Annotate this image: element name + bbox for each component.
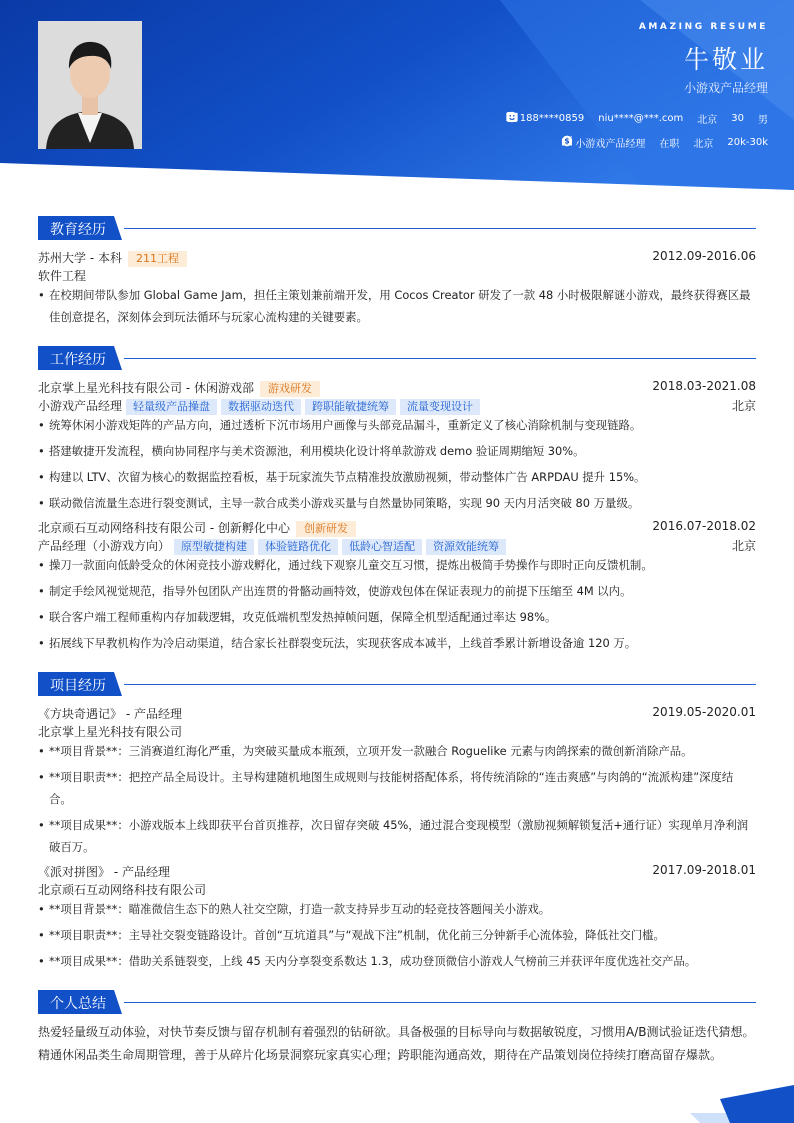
- project-date: 2017.09-2018.01: [652, 863, 756, 877]
- age-value: 30: [731, 113, 744, 124]
- phone-value: 188****0859: [519, 113, 585, 124]
- header-tagline: AMAZING RESUME: [638, 22, 768, 32]
- project-name: 《方块奇遇记》 - 产品经理: [38, 707, 182, 721]
- section-projects-header: [38, 672, 756, 696]
- section-divider: [124, 358, 756, 359]
- email-value: niu****@***.com: [598, 113, 684, 124]
- section-work-header: [38, 346, 756, 370]
- list-item: • 在校期间带队参加 Global Game Jam，担任主策划兼前端开发，用 Cocos Creator 研发了一款 48 小时极限解谜小游戏，最终获得赛区最佳创意提名，深刻体会到玩法循环与玩家心流构建的关键要素。: [38, 288, 751, 324]
- work-tag: 轻量级产品操盘: [126, 399, 217, 415]
- work-company-row: [38, 379, 756, 397]
- work-city: 北京: [731, 399, 756, 413]
- list-item: • **项目背景**：瞄准微信生态下的熟人社交空隙，打造一款支持异步互动的轻竞技答题闯关小游戏。: [38, 902, 551, 916]
- work-role: 小游戏产品经理: [38, 399, 123, 413]
- education-date: 2012.09-2016.06: [652, 249, 756, 263]
- work-tag: 跨职能敏捷统筹: [305, 399, 396, 415]
- email-item: [598, 113, 683, 124]
- svg-text:$: $: [564, 136, 570, 146]
- work-city: 北京: [731, 539, 756, 553]
- section-education-title: 教育经历: [50, 222, 106, 238]
- work-role-row: [38, 537, 756, 555]
- work-tag: 数据驱动迭代: [221, 399, 301, 415]
- gender-value: 男: [758, 115, 768, 126]
- work-company: 北京掌上星光科技有限公司 - 休闲游戏部: [38, 381, 254, 395]
- avatar: [38, 21, 142, 149]
- education-school-row: [38, 249, 756, 267]
- work-date: 2016.07-2018.02: [652, 519, 756, 533]
- work-tag: 资源效能统筹: [426, 539, 506, 555]
- smile-icon: [506, 111, 518, 123]
- age-item: [731, 113, 744, 124]
- work-tag: 低龄心智适配: [342, 539, 422, 555]
- list-item: • 搭建敏捷开发流程，横向协同程序与美术资源池，利用模块化设计将单款游戏 demo 验证周期缩短 30%。: [38, 444, 585, 458]
- target-city-item: [693, 135, 713, 150]
- project-date: 2019.05-2020.01: [652, 705, 756, 719]
- target-job-item: [575, 135, 645, 150]
- section-projects-title: 项目经历: [50, 678, 106, 694]
- education-badge: 211工程: [128, 251, 187, 267]
- list-item: • **项目职责**：把控产品全局设计。主导构建随机地图生成规则与技能树搭配体系，将传统消除的“连击爽感”与肉鸽的“流派构建”深度结合。: [38, 770, 734, 806]
- status-item: [659, 135, 679, 150]
- work-role-row: [38, 397, 756, 415]
- work-company: 北京顽石互动网络科技有限公司 - 创新孵化中心: [38, 521, 290, 535]
- work-badge: 游戏研发: [260, 381, 320, 397]
- work-badge: 创新研发: [296, 521, 356, 537]
- list-item: • **项目背景**：三消赛道红海化严重，为突破买量成本瓶颈，立项开发一款融合 Roguelike 元素与肉鸽探索的微创新消除产品。: [38, 744, 693, 758]
- work-date: 2018.03-2021.08: [652, 379, 756, 393]
- section-summary-header: [38, 990, 756, 1014]
- project-company: 北京顽石互动网络科技有限公司: [38, 883, 207, 897]
- project-name: 《派对拼图》 - 产品经理: [38, 865, 170, 879]
- target-city-value: 北京: [693, 139, 714, 150]
- section-divider: [124, 684, 756, 685]
- candidate-name: 牛敬业: [683, 45, 768, 74]
- target-job-value: 小游戏产品经理: [575, 139, 646, 150]
- work-tag: 原型敏捷构建: [174, 539, 254, 555]
- salary-value: 20k-30k: [727, 137, 768, 148]
- gender-item: [758, 111, 768, 126]
- location-item: [697, 111, 717, 126]
- list-item: • 统筹休闲小游戏矩阵的产品方向，通过透析下沉市场用户画像与头部竞品漏斗，重新定义了核心消除机制与变现链路。: [38, 418, 642, 432]
- work-tag: 体验链路优化: [258, 539, 338, 555]
- list-item: • 构建以 LTV、次留为核心的数据监控看板，基于玩家流失节点精准投放激励视频，带动整体广告 ARPDAU 提升 15%。: [38, 470, 646, 484]
- candidate-title: 小游戏产品经理: [683, 81, 768, 95]
- list-item: • 拓展线下早教机构作为冷启动渠道，结合家长社群裂变玩法，实现获客成本减半，上线首季累计新增设备逾 120 万。: [38, 636, 637, 650]
- work-tag: 流量变现设计: [400, 399, 480, 415]
- status-value: 在职: [659, 139, 680, 150]
- section-summary-title: 个人总结: [50, 996, 106, 1012]
- work-company-row: [38, 519, 756, 537]
- avatar-portrait: [38, 21, 142, 149]
- section-divider: [124, 228, 756, 229]
- project-company: 北京掌上星光科技有限公司: [38, 725, 183, 739]
- work-role: 产品经理（小游戏方向）: [38, 539, 171, 553]
- intent-row: [561, 135, 768, 150]
- project-name-row: [38, 863, 756, 880]
- summary-text: 热爱轻量级互动体验，对快节奏反馈与留存机制有着强烈的钻研欲。具备极强的目标导向与数据敏锐度，习惯用A/B测试验证迭代猜想。精通休闲品类生命周期管理，善于从碎片化场景洞察玩家真实心理；跨职能沟通高效，期待在产品策划岗位持续打磨高留存爆款。: [38, 1025, 755, 1062]
- project-name-row: [38, 705, 756, 722]
- section-divider: [124, 1002, 756, 1003]
- section-work-title: 工作经历: [50, 352, 106, 368]
- list-item: • **项目成果**：借助关系链裂变，上线 45 天内分享裂变系数达 1.3，成功登顶微信小游戏人气榜前三并获评年度优选社交产品。: [38, 954, 697, 968]
- list-item: • **项目成果**：小游戏版本上线即获平台首页推荐，次日留存突破 45%，通过混合变现模型（激励视频解锁复活+通行证）实现单月净利润破百万。: [38, 818, 749, 854]
- phone-item: [520, 113, 585, 124]
- list-item: • **项目职责**：主导社交裂变链路设计。首创“互坑道具”与“观战下注”机制，优化前三分钟新手心流体验，降低社交门槛。: [38, 928, 665, 942]
- education-major: 软件工程: [38, 269, 87, 283]
- education-school: 苏州大学 - 本科: [38, 251, 122, 265]
- location-value: 北京: [697, 115, 718, 126]
- list-item: • 联合客户端工程师重构内存加载逻辑，攻克低端机型发热掉帧问题，保障全机型适配通过率达 98%。: [38, 610, 557, 624]
- money-icon: [561, 135, 573, 147]
- list-item: • 操刀一款面向低龄受众的休闲竞技小游戏孵化，通过线下观察儿童交互习惯，提炼出极简手势操作与即时正向反馈机制。: [38, 558, 653, 572]
- resume-header: [0, 0, 794, 190]
- footer-decoration: [690, 1085, 794, 1123]
- list-item: • 联动微信流量生态进行裂变测试，主导一款合成类小游戏买量与自然量协同策略，实现 90 天内月活突破 80 万量级。: [38, 496, 640, 510]
- contact-row: [506, 111, 768, 126]
- section-education-header: [38, 216, 756, 240]
- list-item: • 制定手绘风视觉规范，指导外包团队产出连贯的骨骼动画特效，使游戏包体在保证表现力的前提下压缩至 4M 以内。: [38, 584, 632, 598]
